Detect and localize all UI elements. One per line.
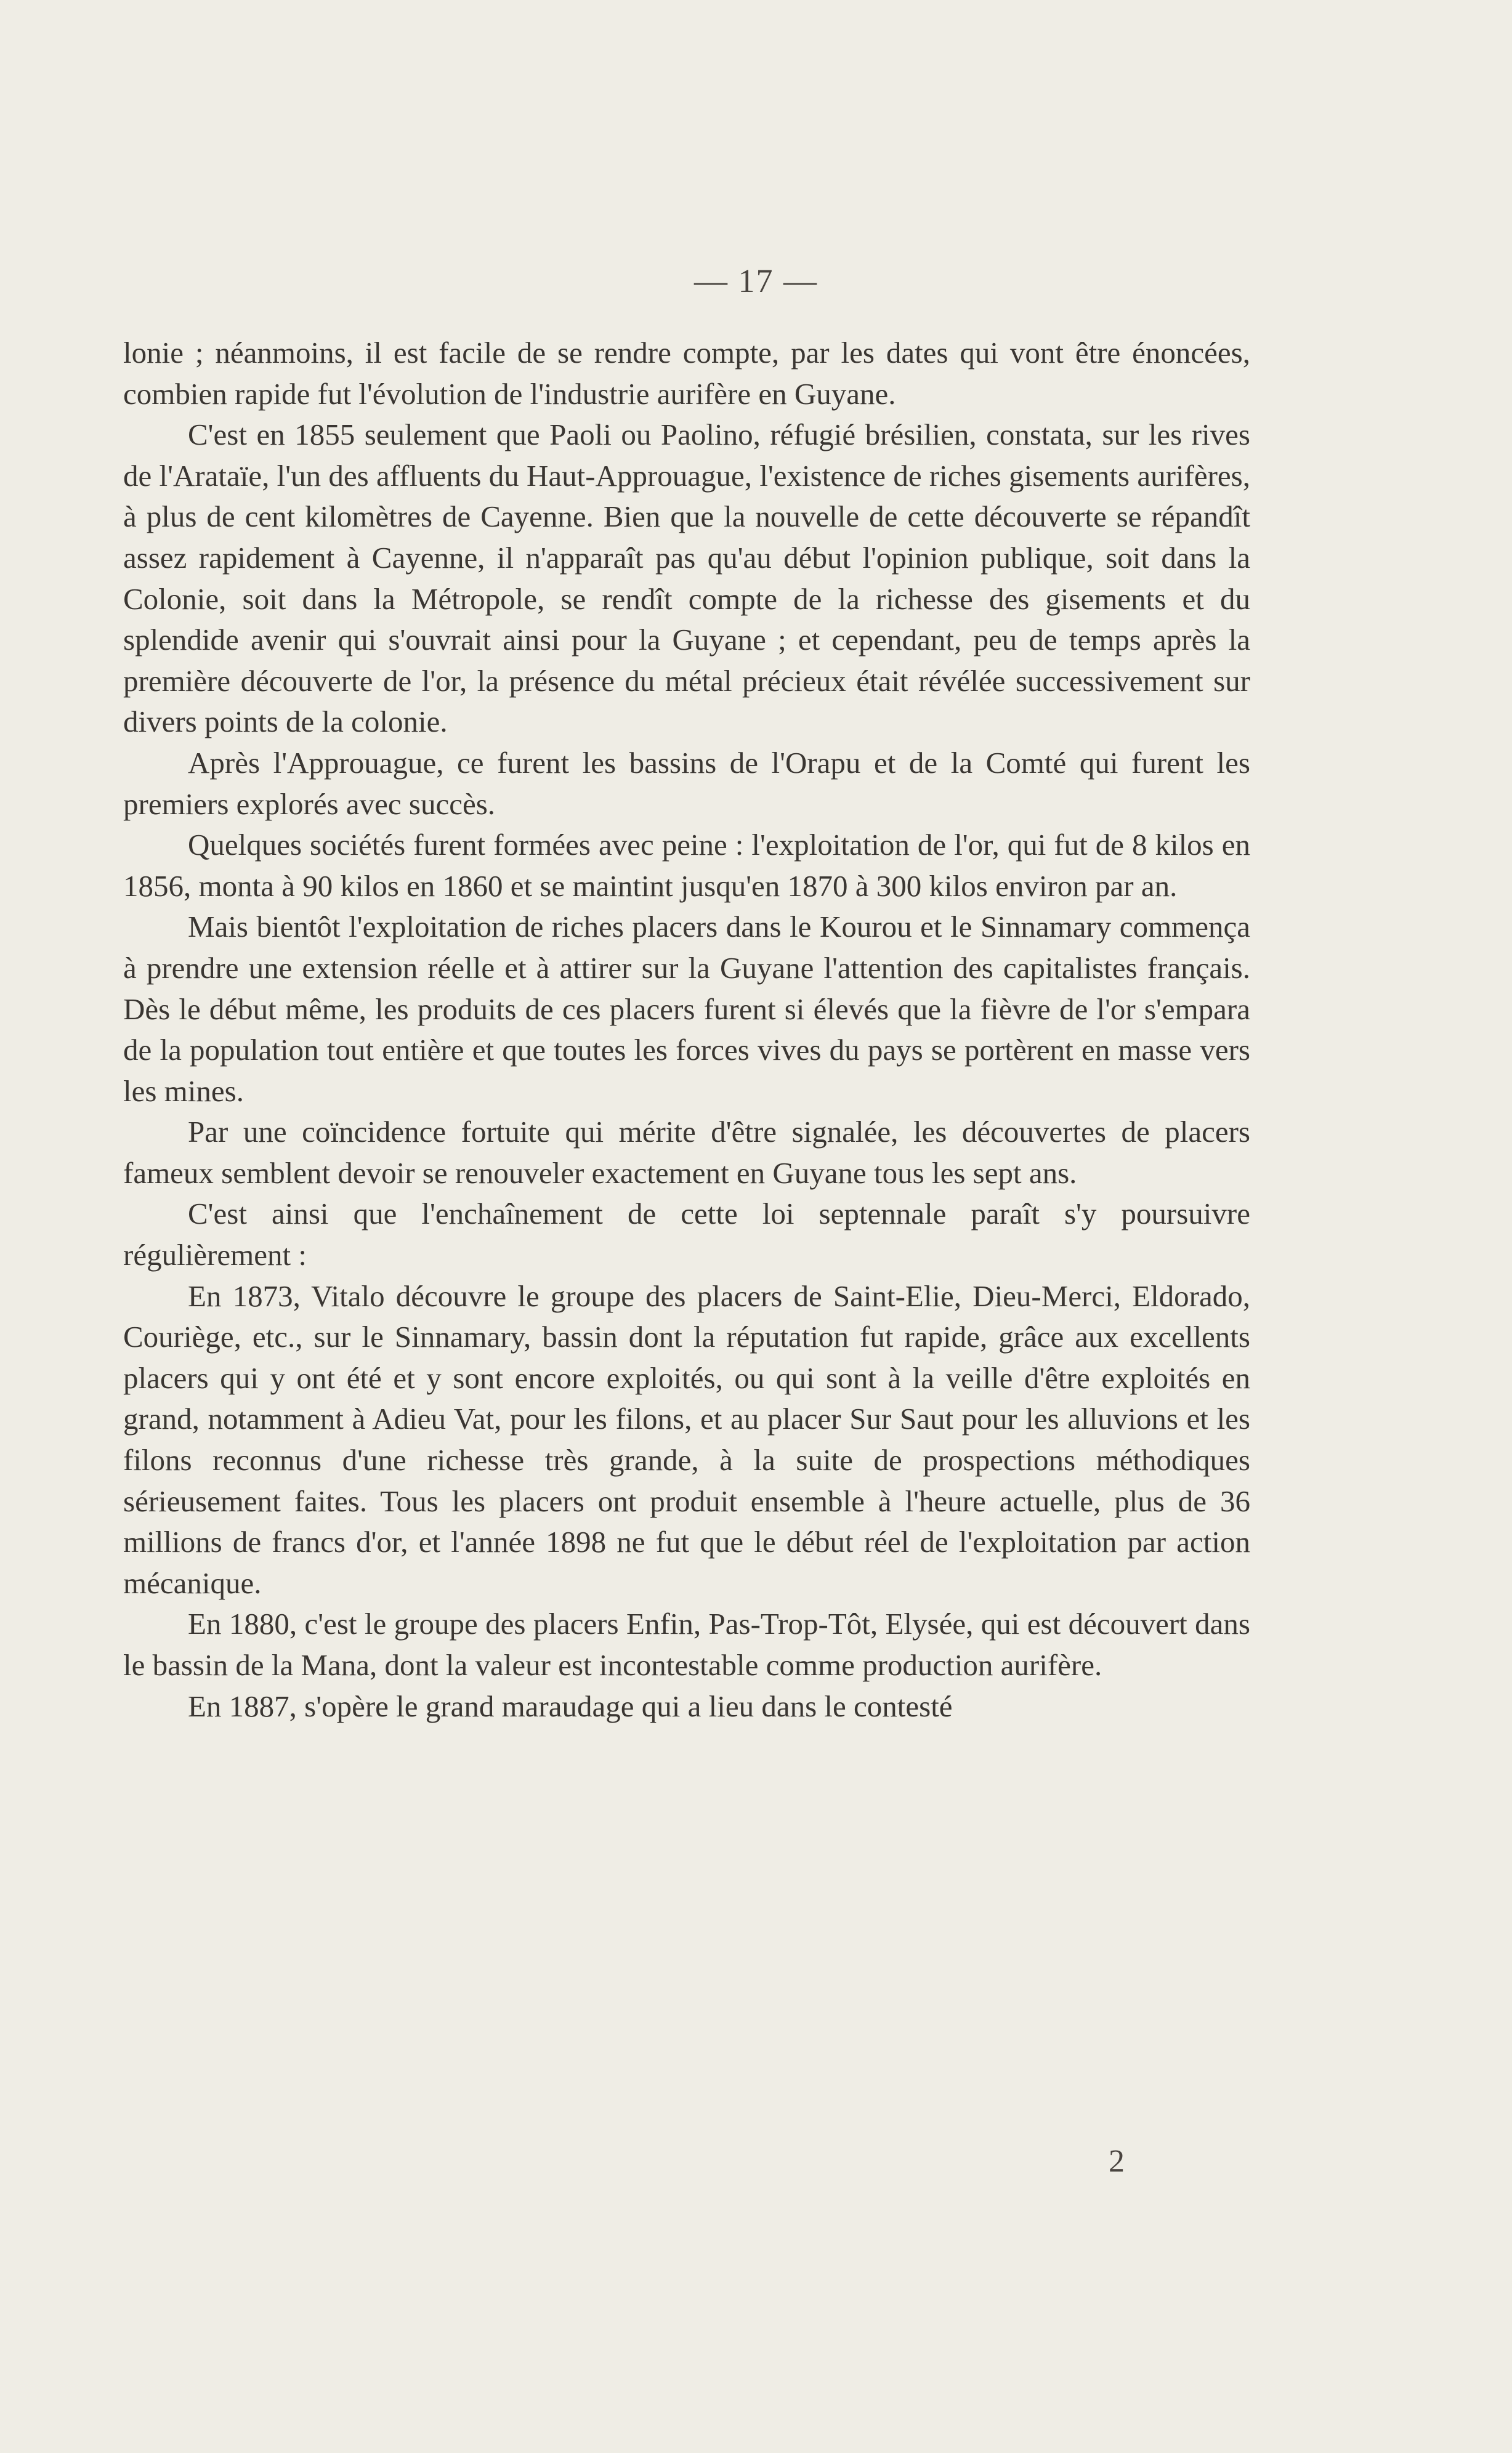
paragraph: Mais bientôt l'exploitation de riches placers dans le Kourou et le Sinnamary commença à prendre une extension réelle et à attirer sur la Guyane l'attention des capitalistes français. Dès le début même, les produits de ces placers furent si élevés que la fièvre de l'or s'empara de la population tout entière et que toutes les forces vives du pays se portèrent en masse vers les mines. — [123, 910, 1250, 1108]
page-number: — 17 — — [694, 262, 818, 299]
paragraph: Après l'Approuague, ce furent les bassins de l'Orapu et de la Comté qui furent les premiers explorés avec succès. — [123, 745, 1250, 821]
body-text — [123, 333, 1250, 1727]
paragraph: lonie ; néanmoins, il est facile de se rendre compte, par les dates qui vont être énoncées, combien rapide fut l'évolution de l'industrie aurifère en Guyane. — [123, 336, 1250, 411]
paragraph: En 1887, s'opère le grand maraudage qui a lieu dans le contesté — [188, 1689, 953, 1723]
paragraph: Par une coïncidence fortuite qui mérite d'être signalée, les découvertes de placers fameux semblent devoir se renouveler exactement en Guyane tous les sept ans. — [123, 1115, 1250, 1190]
paragraph: En 1873, Vitalo découvre le groupe des placers de Saint-Elie, Dieu-Merci, Eldorado, Couriège, etc., sur le Sinnamary, bassin dont la réputation fut rapide, grâce aux excellents placers qui y ont été et y sont encore exploités, ou qui sont à la veille d'être exploités en grand, notamment à Adieu Vat, pour les filons, et au placer Sur Saut pour les alluvions et les filons reconnus d'une richesse très grande, à la suite de prospections méthodiques sérieusement faites. Tous les placers ont produit ensemble à l'heure actuelle, plus de 36 millions de francs d'or, et l'année 1898 ne fut que le début réel de l'exploitation par action mécanique. — [123, 1279, 1250, 1600]
paragraph: C'est en 1855 seulement que Paoli ou Paolino, réfugié brésilien, constata, sur les rives de l'Arataïe, l'un des affluents du Haut-Approuague, l'existence de riches gisements aurifères, à plus de cent kilomètres de Cayenne. Bien que la nouvelle de cette découverte se répandît assez rapidement à Cayenne, il n'apparaît pas qu'au début l'opinion publique, soit dans la Colonie, soit dans la Métropole, se rendît compte de la richesse des gisements et du splendide avenir qui s'ouvrait ainsi pour la Guyane ; et cependant, peu de temps après la première découverte de l'or, la présence du métal précieux était révélée successivement sur divers points de la colonie. — [123, 418, 1250, 739]
signature-mark: 2 — [1109, 2144, 1125, 2179]
paragraph: En 1880, c'est le groupe des placers Enfin, Pas-Trop-Tôt, Elysée, qui est découvert dans le bassin de la Mana, dont la valeur est incontestable comme production aurifère. — [123, 1607, 1250, 1682]
paragraph: C'est ainsi que l'enchaînement de cette loi septennale paraît s'y poursuivre régulièrement : — [123, 1197, 1250, 1272]
paragraph: Quelques sociétés furent formées avec peine : l'exploitation de l'or, qui fut de 8 kilos en 1856, monta à 90 kilos en 1860 et se maintint jusqu'en 1870 à 300 kilos environ par an. — [123, 828, 1250, 903]
